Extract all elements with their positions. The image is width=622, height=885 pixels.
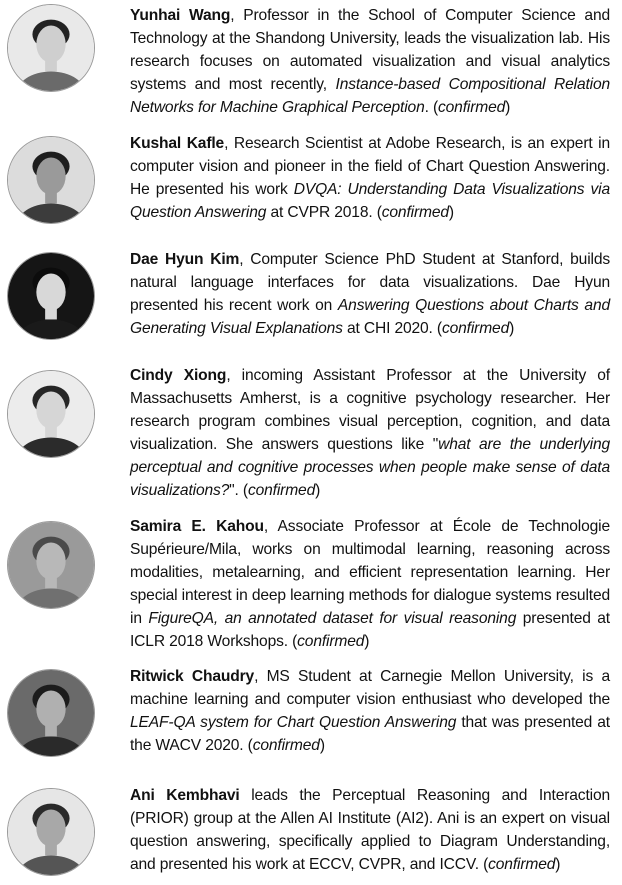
paper-title: what are the underlying perceptual and cognitive processes when people make sense of data visualizations?	[130, 436, 610, 499]
status-confirmed: confirmed	[297, 633, 365, 650]
photo-face	[36, 158, 65, 195]
speaker-bio: Kushal Kafle, Research Scientist at Adobe Research, is an expert in computer vision and pioneer in the field of Chart Question Answering. He presented his work DVQA: Understanding Data Visualizations via Question Answering at CVPR 2018. (confirmed)	[130, 135, 610, 221]
headshot-photo	[8, 137, 94, 223]
headshot-photo	[8, 670, 94, 756]
headshot-photo	[8, 522, 94, 608]
speaker-bio: Cindy Xiong, incoming Assistant Professor at the University of Massachusetts Amherst, is a cognitive psychology researcher. Her research program combines visual perception, cognition, and data visualization. She answers questions like "what are the underlying perceptual and cognitive processes when people make sense of data visualizations?". (confirmed)	[130, 367, 610, 499]
headshot-photo	[8, 789, 94, 875]
speaker-bio: Samira E. Kahou, Associate Professor at École de Technologie Supérieure/Mila, works on multimodal learning, reasoning across modalities, metalearning, and efficient representation learning. Her special interest in deep learning methods for dialogue systems resulted in FigureQA, an annotated dataset for visual reasoning presented at ICLR 2018 Workshops. (confirmed)	[130, 518, 611, 650]
speaker-name: Dae Hyun Kim	[130, 251, 240, 268]
speaker-photo	[7, 370, 95, 458]
status-confirmed: confirmed	[488, 856, 556, 873]
speaker-photo	[7, 252, 95, 340]
photo-face	[36, 392, 65, 429]
speaker-bio: Dae Hyun Kim, Computer Science PhD Student at Stanford, builds natural language interfaces for data visualizations. Dae Hyun presented his recent work on Answering Questions about Charts and Generating Visual Explanations at CHI 2020. (confirmed)	[130, 251, 610, 337]
speaker-name: Samira E. Kahou	[130, 518, 264, 535]
paper-title: FigureQA, an annotated dataset for visual reasoning	[148, 610, 517, 627]
speaker-name: Yunhai Wang	[130, 7, 231, 24]
speaker-name: Ani Kembhavi	[130, 787, 240, 804]
speaker-photo	[7, 521, 95, 609]
headshot-photo	[8, 253, 94, 339]
speaker-name: Kushal Kafle	[130, 135, 225, 152]
photo-face	[36, 691, 65, 728]
photo-face	[36, 274, 65, 311]
headshot-photo	[8, 371, 94, 457]
status-confirmed: confirmed	[252, 737, 320, 754]
status-confirmed: confirmed	[247, 482, 316, 499]
photo-face	[36, 543, 65, 580]
paper-title: LEAF-QA system for Chart Question Answering	[130, 714, 457, 731]
speaker-bio: Ani Kembhavi leads the Perceptual Reasoning and Interaction (PRIOR) group at the Allen AI Institute (AI2). Ani is an expert on visual question answering, specifically applied to Diagram Understanding, and presented his work at ECCV, CVPR, and ICCV. (confirmed)	[130, 787, 610, 873]
status-confirmed: confirmed	[438, 99, 506, 116]
paper-title: Answering Questions about Charts and Generating Visual Explanations	[130, 297, 610, 337]
photo-face	[36, 26, 65, 63]
status-confirmed: confirmed	[381, 204, 449, 221]
speaker-photo	[7, 788, 95, 876]
speaker-photo	[7, 136, 95, 224]
speaker-name: Ritwick Chaudry	[130, 668, 255, 685]
speaker-bio: Ritwick Chaudry, MS Student at Carnegie Mellon University, is a machine learning and computer vision enthusiast who developed the LEAF-QA system for Chart Question Answering that was presented at the WACV 2020. (confirmed)	[130, 668, 610, 754]
speaker-photo	[7, 4, 95, 92]
photo-face	[36, 810, 65, 847]
speaker-name: Cindy Xiong	[130, 367, 227, 384]
headshot-photo	[8, 5, 94, 91]
speaker-photo	[7, 669, 95, 757]
status-confirmed: confirmed	[441, 320, 510, 337]
speaker-bio: Yunhai Wang, Professor in the School of Computer Science and Technology at the Shandong University, leads the visualization lab. His research focuses on automated visualization and visual analytics systems and most recently, Instance-based Compositional Relation Networks for Machine Graphical Perception. (confirmed)	[130, 7, 611, 116]
paper-title: Instance-based Compositional Relation Networks for Machine Graphical Perception	[130, 76, 611, 116]
paper-title: DVQA: Understanding Data Visualizations via Question Answering	[130, 181, 610, 221]
